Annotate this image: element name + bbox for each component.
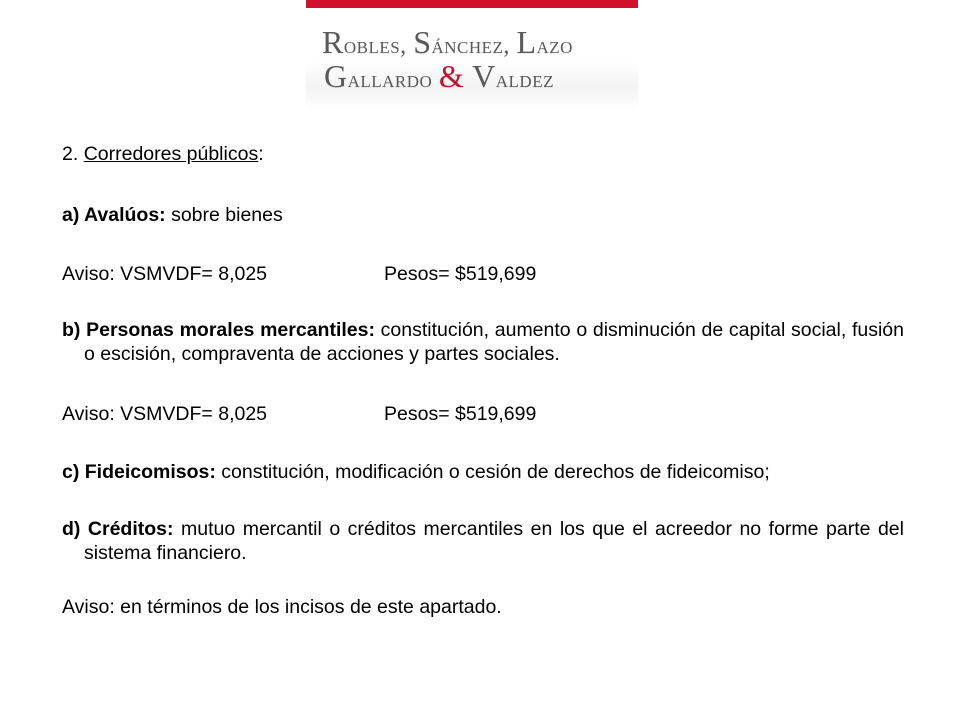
section-heading — [62, 142, 904, 166]
aviso-pesos: Pesos= $519,699 — [384, 263, 537, 285]
logo-accent-bar — [306, 0, 638, 8]
aviso-vsmvdf: Aviso: VSMVDF= 8,025 — [62, 263, 268, 285]
item-b — [62, 318, 904, 366]
logo-initial: L — [516, 24, 537, 60]
logo-ampersand: & — [438, 58, 465, 94]
item-d-text: mutuo mercantil o créditos mercantiles en los que el acreedor no forme parte del sistema financiero. — [84, 518, 904, 564]
item-b-label: b) Personas morales mercantiles: — [62, 319, 375, 341]
aviso-line-1 — [62, 262, 904, 286]
section-colon: : — [258, 143, 264, 165]
logo-initial: R — [322, 24, 344, 60]
logo-text: aldez — [495, 67, 554, 93]
item-c-label: c) Fideicomisos: — [62, 461, 216, 483]
aviso-line-3 — [62, 595, 904, 619]
aviso-pesos: Pesos= $519,699 — [384, 403, 537, 425]
logo-line-2 — [324, 58, 634, 94]
section-number: 2. — [62, 143, 84, 165]
item-a — [62, 203, 904, 227]
item-c — [62, 460, 904, 484]
item-d — [62, 517, 904, 565]
logo-text: obles, — [343, 33, 414, 59]
item-d-label: d) Créditos: — [62, 518, 174, 540]
logo-text: azo — [536, 33, 573, 59]
item-a-text: sobre bienes — [165, 204, 283, 226]
aviso-vsmvdf: Aviso: VSMVDF= 8,025 — [62, 403, 268, 425]
item-a-label: a) Avalúos: — [62, 204, 166, 226]
firm-logo — [306, 0, 638, 110]
item-b-text: constitución, aumento o disminución de capital social, fusión o escisión, compraventa de acciones y partes sociales. — [84, 319, 904, 365]
logo-text: ánchez, — [431, 33, 517, 59]
item-c-text: constitución, modificación o cesión de derechos de fideicomiso; — [215, 461, 770, 483]
aviso-general: Aviso: en términos de los incisos de este apartado. — [62, 596, 502, 618]
section-title: Corredores públicos — [83, 143, 259, 165]
logo-initial: G — [324, 58, 348, 94]
aviso-line-2 — [62, 402, 904, 426]
logo-initial: S — [413, 24, 432, 60]
logo-line-1 — [322, 24, 632, 60]
logo-initial: V — [464, 58, 496, 94]
logo-text: allardo — [347, 67, 439, 93]
